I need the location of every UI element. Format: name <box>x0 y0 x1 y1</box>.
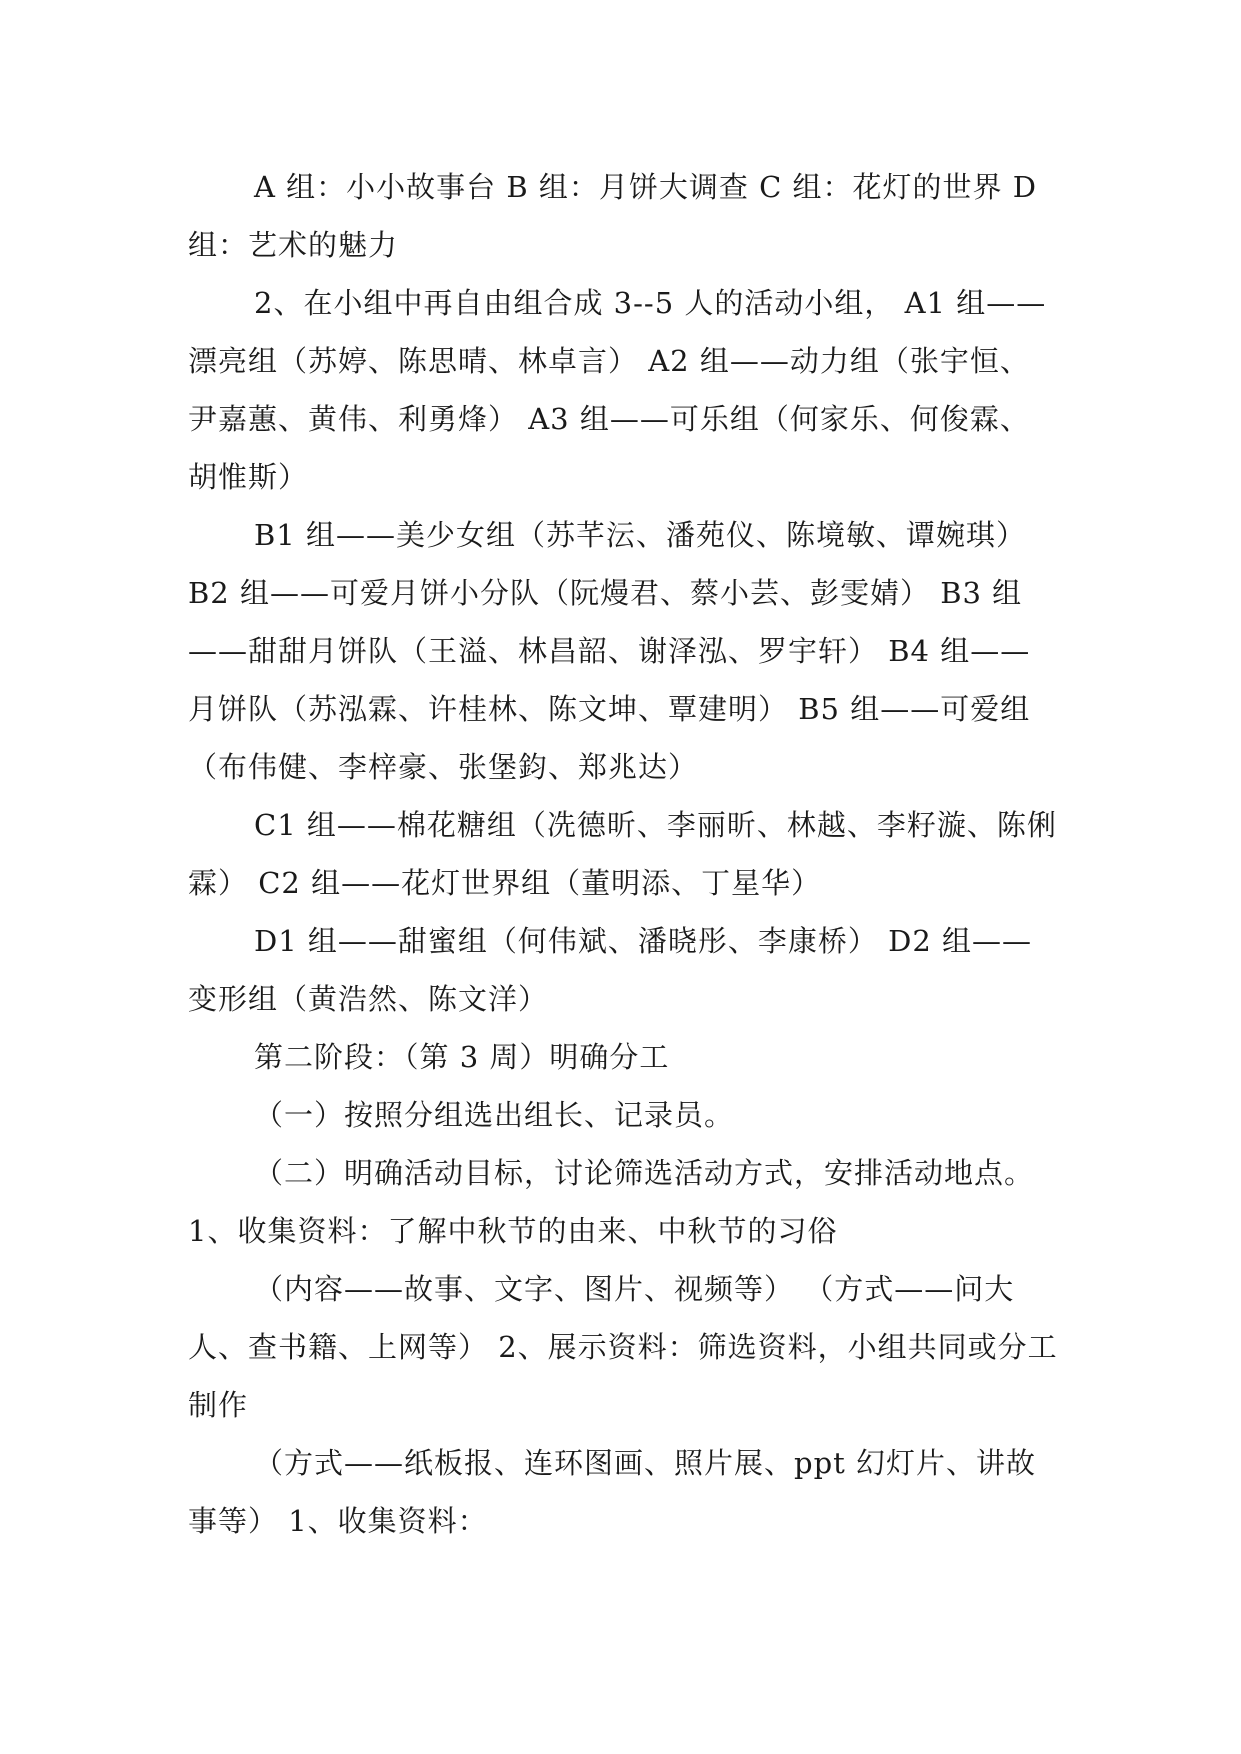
paragraph-step-one: （一）按照分组选出组长、记录员。 <box>254 1098 735 1132</box>
paragraph-content-methods: （内容——故事、文字、图片、视频等） （方式——问大人、查书籍、上网等） 2、展示资料：筛选资料，小组共同或分工制作 <box>188 1272 1058 1422</box>
paragraph-c-groups: C1 组——棉花糖组（冼德昕、李丽昕、林越、李籽漩、陈俐霖） C2 组——花灯世界组（董明添、丁星华） <box>188 808 1057 900</box>
paragraph-step-two: （二）明确活动目标，讨论筛选活动方式，安排活动地点。 1、收集资料：了解中秋节的由来、中秋节的习俗 <box>188 1156 1035 1248</box>
paragraph-display-methods: （方式——纸板报、连环图画、照片展、ppt 幻灯片、讲故事等） 1、收集资料： <box>188 1446 1037 1538</box>
paragraph-d-groups: D1 组——甜蜜组（何伟斌、潘晓彤、李康桥） D2 组——变形组（黄浩然、陈文洋） <box>188 924 1033 1016</box>
paragraph-a-groups: 2、在小组中再自由组合成 3--5 人的活动小组， A1 组——漂亮组（苏婷、陈思晴、林卓言） A2 组——动力组（张宇恒、尹嘉蕙、黄伟、利勇烽） A3 组——可乐组（何家乐、何俊霖、胡惟斯） <box>188 286 1047 494</box>
paragraph-group-list: A 组：小小故事台 B 组：月饼大调查 C 组：花灯的世界 D 组：艺术的魅力 <box>188 170 1038 262</box>
paragraph-b-groups: B1 组——美少女组（苏芊沄、潘苑仪、陈境敏、谭婉琪） B2 组——可爱月饼小分队（阮熳君、蔡小芸、彭雯婧） B3 组——甜甜月饼队（王溢、林昌韶、谢泽泓、罗宇轩） B4 组——月饼队（苏泓霖、许桂林、陈文坤、覃建明） B5 组——可爱组（布伟健、李梓豪、张堡鈞、郑兆达） <box>188 518 1031 784</box>
document-body <box>188 158 1058 1550</box>
paragraph-stage-two-heading: 第二阶段：（第 3 周）明确分工 <box>254 1040 670 1074</box>
